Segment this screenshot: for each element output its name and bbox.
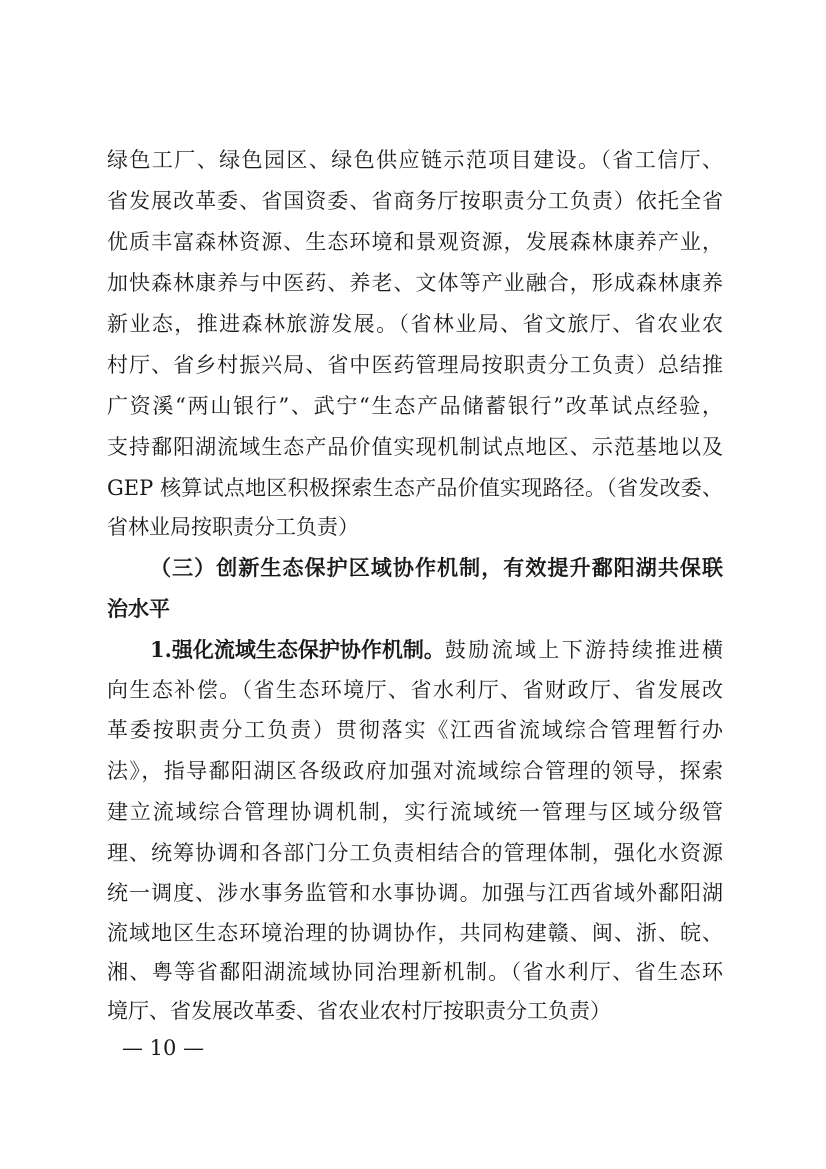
text-line: 优质丰富森林资源、生态环境和景观资源，发展森林康养产业， xyxy=(107,230,723,254)
text-line: 法》，指导鄱阳湖区各级政府加强对流域综合管理的领导，探索 xyxy=(107,759,723,783)
text-line: 理、统筹协调和各部门分工负责相结合的管理体制，强化水资源 xyxy=(107,841,723,865)
text-line: 省林业局按职责分工负责） xyxy=(107,515,359,539)
text-line: 革委按职责分工负责）贯彻落实《江西省流域综合管理暂行办 xyxy=(107,718,723,742)
text-line: 流域地区生态环境治理的协调协作，共同构建赣、闽、浙、皖、 xyxy=(107,921,723,945)
text-line: 建立流域综合管理协调机制，实行流域统一管理与区域分级管 xyxy=(107,800,723,824)
text-line: 统一调度、涉水事务监管和水事协调。加强与江西省域外鄱阳湖 xyxy=(107,881,723,905)
text-line: 绿色工厂、绿色园区、绿色供应链示范项目建设。（省工信厅、 xyxy=(107,148,723,172)
text-line: 新业态，推进森林旅游发展。（省林业局、省文旅厅、省农业农 xyxy=(107,312,723,336)
text-line: 村厅、省乡村振兴局、省中医药管理局按职责分工负责）总结推 xyxy=(107,353,723,377)
text-line: 向生态补偿。（省生态环境厅、省水利厅、省财政厅、省发展改 xyxy=(107,678,723,702)
item-1-first-line xyxy=(150,636,723,664)
item-1-title: 1.强化流域生态保护协作机制。 xyxy=(150,637,445,662)
text-line: 境厅、省发展改革委、省农业农村厅按职责分工负责） xyxy=(107,999,611,1023)
item-1-text: 鼓励流域上下游持续推进横 xyxy=(444,638,723,662)
text-line: 加快森林康养与中医药、养老、文体等产业融合，形成森林康养 xyxy=(107,271,723,295)
text-line: 支持鄱阳湖流域生态产品价值实现机制试点地区、示范基地以及 xyxy=(107,435,723,459)
section-heading-cont: 治水平 xyxy=(107,596,170,621)
section-heading: （三）创新生态保护区域协作机制，有效提升鄱阳湖共保联 xyxy=(150,555,723,580)
text-line: GEP 核算试点地区积极探索生态产品价值实现路径。（省发改委、 xyxy=(107,476,723,500)
text-line: 省发展改革委、省国资委、省商务厅按职责分工负责）依托全省 xyxy=(107,189,723,213)
text-line: 广资溪“两山银行”、武宁“生态产品储蓄银行”改革试点经验， xyxy=(107,394,723,418)
page-number: — 10 — xyxy=(122,1036,205,1060)
text-line: 湘、粤等省鄱阳湖流域协同治理新机制。（省水利厅、省生态环 xyxy=(107,960,723,984)
